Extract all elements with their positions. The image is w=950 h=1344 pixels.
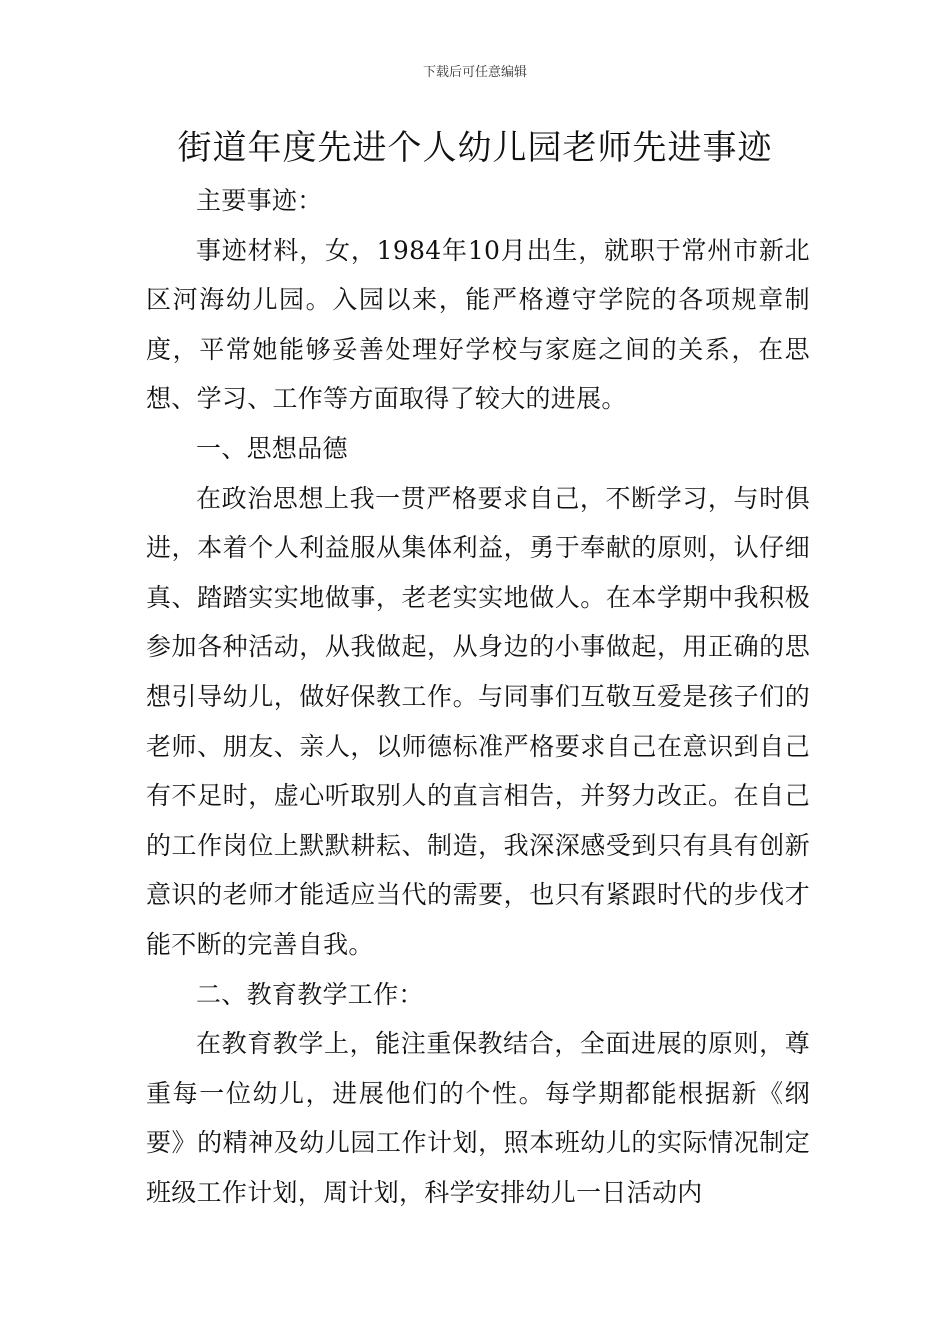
paragraph-teaching: 在教育教学上，能注重保教结合，全面进展的原则，尊重每一位幼儿，进展他们的个性。每学期都能根据新《纲要》的精神及幼儿园工作计划，照本班幼儿的实际情况制定班级工作计划，周计划，科学安排幼儿一日活动内 xyxy=(146,1029,810,1207)
paragraph-intro: 事迹材料，女，1984年10月出生，就职于常州市新北区河海幼儿园。入园以来，能严格遵守学院的各项规章制度，平常她能够妥善处理好学校与家庭之间的关系，在思想、学习、工作等方面取得了较大的进展。 xyxy=(146,235,810,414)
section-heading-ideology: 一、思想品德 xyxy=(196,433,348,463)
section-label-main-deeds: 主要事迹： xyxy=(196,186,323,215)
section-heading-teaching: 二、教育教学工作： xyxy=(196,979,424,1009)
paragraph-ideology: 在政治思想上我一贯严格要求自己，不断学习，与时俱进，本着个人利益服从集体利益，勇于奉献的原则，认仔细真、踏踏实实地做事，老老实实地做人。在本学期中我积极参加各种活动，从我做起，从身边的小事做起，用正确的思想引导幼儿，做好保教工作。与同事们互敬互爱是孩子们的老师、朋友、亲人，以师德标准严格要求自己在意识到自己有不足时，虚心听取别人的直言相告，并努力改正。在自己的工作岗位上默默耕耘、制造，我深深感受到只有具有创新意识的老师才能适应当代的需要，也只有紧跟时代的步伐才能不断的完善自我。 xyxy=(146,483,810,959)
document-body xyxy=(146,176,810,1217)
document-title: 街道年度先进个人幼儿园老师先进事迹 xyxy=(177,128,773,168)
page-header-note: 下载后可任意编辑 xyxy=(422,65,527,80)
